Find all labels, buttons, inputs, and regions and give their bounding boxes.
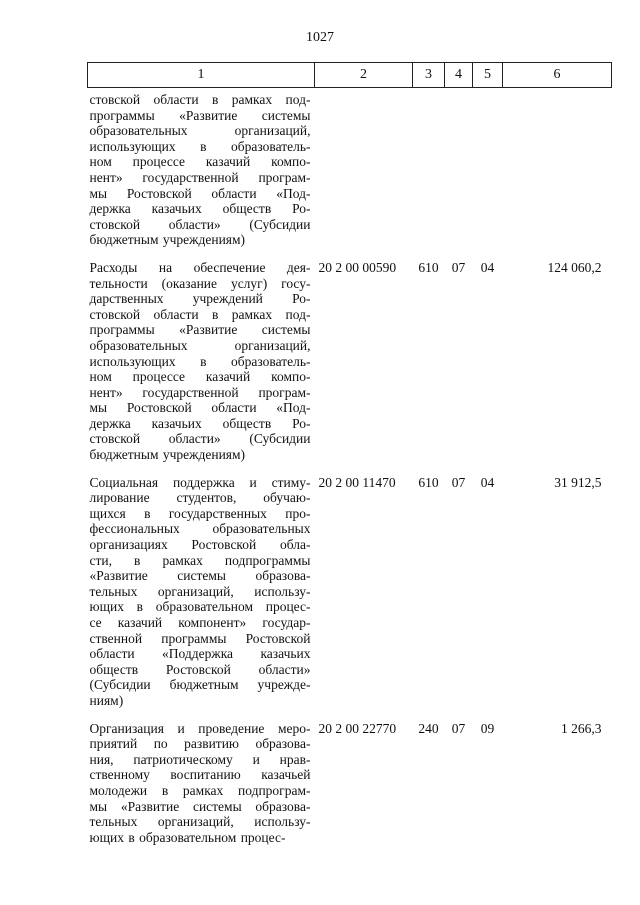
description-line: дарственных учреждений Ро-: [89, 291, 311, 307]
description-line: нент» государственной програм-: [89, 384, 311, 400]
description-line: ном процессе казачий компо-: [89, 369, 311, 385]
description-line: щихся в государственных про-: [89, 505, 311, 521]
page-number: 1027: [306, 30, 334, 45]
table-body: [88, 88, 612, 858]
header-row: [88, 63, 612, 88]
description-line: се казачий компонент» государ-: [89, 615, 311, 630]
description-line: стовской области в рамках под-: [89, 92, 311, 107]
description-line: бюджетным учреждениям): [89, 232, 246, 248]
description-line: тельных организаций, использу-: [89, 814, 311, 830]
row-expense-type: 610: [418, 259, 439, 275]
description-line: мы Ростовской области «Под-: [89, 185, 311, 201]
description-line: фессиональных образовательных: [89, 521, 311, 537]
description-line: ющих в образовательном процес-: [89, 599, 311, 615]
description-line: Социальная поддержка и стиму-: [89, 474, 311, 490]
header-col-5: 5: [473, 63, 503, 88]
description-line: тельности (оказание услуг) госу-: [89, 275, 311, 291]
row-section: 07: [451, 474, 466, 490]
description-line: Организация и проведение меро-: [89, 720, 311, 736]
description-line: бюджетным учреждениям): [89, 447, 246, 463]
description-line: стовской области в рамках под-: [89, 306, 311, 322]
row-target-code: [315, 88, 413, 260]
row-amount: 31 912,5: [554, 474, 602, 490]
description-line: использующих в образователь-: [89, 353, 311, 369]
description-line: ном процессе казачий компо-: [89, 154, 311, 170]
table-row: [88, 260, 612, 475]
row-section: 07: [451, 259, 466, 275]
row-amount: [503, 88, 612, 260]
description-line: ния, патриотическому и нрав-: [89, 751, 311, 767]
description-line: области «Поддержка казачьих: [89, 646, 311, 662]
description-line: тельных организаций, использу-: [89, 583, 311, 599]
description-line: обществ Ростовской области»: [89, 661, 311, 677]
row-description: [88, 475, 315, 721]
header-col-4: 4: [445, 63, 473, 88]
header-col-3: 3: [413, 63, 445, 88]
budget-table-container: [87, 62, 611, 857]
description-line: держка казачьих обществ Ро-: [89, 201, 311, 217]
description-line: образовательных организаций,: [89, 337, 311, 353]
description-line: организациях Ростовской обла-: [89, 537, 311, 553]
description-line: мы Ростовской области «Под-: [89, 400, 311, 416]
description-line: лирование студентов, обучаю-: [89, 490, 311, 506]
header-col-1: 1: [88, 63, 315, 88]
description-line: сти, в рамках подпрограммы: [89, 552, 311, 568]
table-row: [88, 88, 612, 260]
row-amount: 1 266,3: [561, 720, 602, 736]
row-amount: 124 060,2: [547, 259, 602, 275]
row-expense-type: [413, 88, 445, 260]
description-line: стовской области» (Субсидии: [89, 216, 311, 232]
row-subsection: [473, 88, 503, 260]
row-expense-type: 240: [418, 720, 439, 736]
description-line: молодежи в рамках подпрограм-: [89, 782, 311, 798]
description-line: нент» государственной програм-: [89, 169, 311, 185]
table-header: [88, 63, 612, 88]
description-line: Расходы на обеспечение дея-: [89, 259, 311, 275]
row-description: [88, 260, 315, 475]
row-description: [88, 88, 315, 260]
header-col-2: 2: [315, 63, 413, 88]
table-row: [88, 721, 612, 858]
description-line: программы «Развитие системы: [89, 322, 311, 338]
row-section: [445, 88, 473, 260]
row-subsection: 04: [480, 259, 495, 275]
row-target-code: 20 2 00 11470: [318, 474, 396, 490]
description-line: использующих в образователь-: [89, 138, 311, 154]
header-col-6: 6: [503, 63, 612, 88]
description-line: образовательных организаций,: [89, 123, 311, 139]
description-line: стовской области» (Субсидии: [89, 431, 311, 447]
budget-table: [87, 62, 612, 857]
row-section: 07: [451, 720, 466, 736]
description-line: «Развитие системы образова-: [89, 568, 311, 584]
description-line: программы «Развитие системы: [89, 107, 311, 123]
description-line: (Субсидии бюджетным учрежде-: [89, 677, 311, 693]
row-subsection: 04: [480, 474, 495, 490]
row-expense-type: 610: [418, 474, 439, 490]
description-line: ниям): [89, 692, 124, 708]
row-target-code: 20 2 00 22770: [318, 720, 397, 736]
description-line: приятий по развитию образова-: [89, 736, 311, 752]
description-line: ственному воспитанию казачьей: [89, 767, 311, 783]
row-subsection: 09: [480, 720, 495, 736]
row-target-code: 20 2 00 00590: [318, 259, 397, 275]
description-line: держка казачьих обществ Ро-: [89, 415, 311, 431]
row-description: [88, 721, 315, 858]
table-row: [88, 475, 612, 721]
description-line: ственной программы Ростовской: [89, 630, 311, 646]
description-line: мы «Развитие системы образова-: [89, 798, 311, 814]
description-line: ющих в образовательном процес-: [89, 829, 286, 845]
